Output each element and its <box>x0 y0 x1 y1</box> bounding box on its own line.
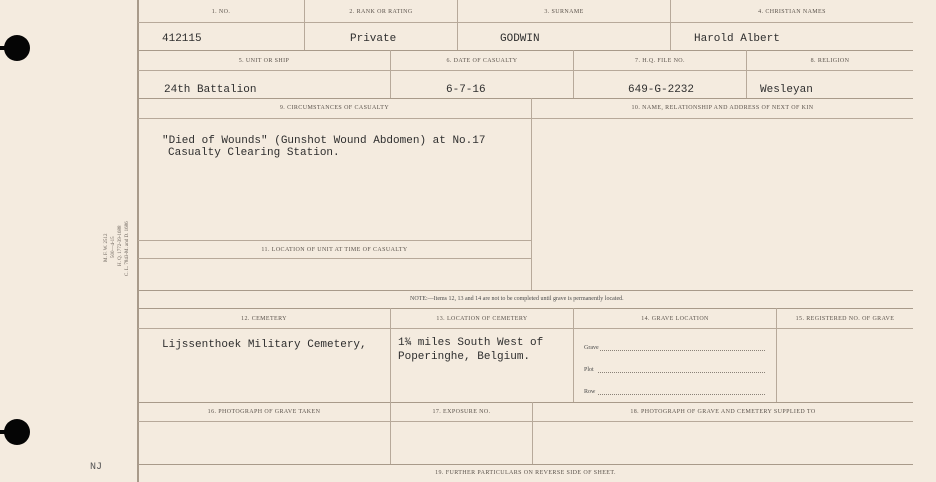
label-date: 6. DATE OF CASUALTY <box>446 58 518 64</box>
label-surname: 3. SURNAME <box>544 9 584 15</box>
row2-label-line <box>138 70 913 71</box>
row5-div-1 <box>390 308 391 402</box>
value-location-cemetery-line1: 1¾ miles South West of <box>398 337 544 349</box>
value-religion: Wesleyan <box>760 84 813 96</box>
row-field-line <box>598 394 765 395</box>
side-print-4: C. L. 7843-M. and D. 1686 <box>125 221 130 276</box>
plot-field-line <box>598 372 765 373</box>
note-top-line <box>138 290 913 291</box>
side-print-2: 500—4-15 <box>111 236 116 258</box>
row6-label-line <box>138 421 913 422</box>
value-surname: GODWIN <box>500 33 540 45</box>
label-exposure-no: 17. EXPOSURE NO. <box>432 409 491 415</box>
label-cemetery: 12. CEMETERY <box>241 316 287 322</box>
value-hq-file: 649-G-2232 <box>628 84 695 96</box>
footer-initials: NJ <box>90 462 103 473</box>
label-location-of-cemetery: 13. LOCATION OF CEMETERY <box>436 316 528 322</box>
row-field-label: Row <box>584 389 596 395</box>
label-location-of-unit: 11. LOCATION OF UNIT AT TIME OF CASUALTY <box>261 247 408 253</box>
label-next-of-kin: 10. NAME, RELATIONSHIP AND ADDRESS OF NEXT OF KIN <box>631 105 814 111</box>
row5-div-3 <box>776 308 777 402</box>
value-no: 412115 <box>162 33 202 45</box>
value-christian-names: Harold Albert <box>694 33 780 45</box>
label-photo-supplied: 18. PHOTOGRAPH OF GRAVE AND CEMETERY SUPPLIED TO <box>630 409 816 415</box>
row5-div-2 <box>573 308 574 402</box>
value-circumstances-line2: Casualty Clearing Station. <box>168 147 340 159</box>
punch-hole-top <box>4 35 30 61</box>
label-circumstances: 9. CIRCUMSTANCES OF CASUALTY <box>279 105 390 111</box>
row3-label-line <box>138 118 913 119</box>
row6-bottom-line <box>138 464 913 465</box>
row1-div-1 <box>304 0 305 50</box>
row1-div-2 <box>457 0 458 50</box>
label-no: 1. NO. <box>211 9 231 15</box>
value-unit: 24th Battalion <box>164 84 257 96</box>
grave-field-label: Grave <box>584 345 599 351</box>
note-bottom-line <box>138 308 913 309</box>
value-rank: Private <box>350 33 397 45</box>
row1-label-line <box>138 22 913 23</box>
value-circumstances-line1: "Died of Wounds" (Gunshot Wound Abdomen) at No.17 <box>162 135 486 147</box>
row1-div-3 <box>670 0 671 50</box>
value-date: 6-7-16 <box>446 84 486 96</box>
row5-bottom-line <box>138 402 913 403</box>
grave-field-line <box>600 350 765 351</box>
label-registered-no: 15. REGISTERED NO. OF GRAVE <box>795 316 895 322</box>
row2-bottom-line <box>138 98 913 99</box>
row3-div <box>531 98 532 290</box>
row5-label-line <box>138 328 913 329</box>
label-hq-file: 7. H.Q. FILE NO. <box>635 58 685 64</box>
row1-bottom-line <box>138 50 913 51</box>
side-print-3: H. Q. 1772-39-1688 <box>118 225 123 266</box>
label-photo-taken: 16. PHOTOGRAPH OF GRAVE TAKEN <box>207 409 321 415</box>
label-christian-names: 4. CHRISTIAN NAMES <box>758 9 826 15</box>
label-rank: 2. RANK OR RATING <box>349 9 413 15</box>
plot-field-label: Plot <box>584 367 594 373</box>
label-religion: 8. RELIGION <box>810 58 850 64</box>
side-print-1: M. F. W. 2512 <box>104 233 109 262</box>
value-location-cemetery-line2: Poperinghe, Belgium. <box>398 351 531 363</box>
row4-top-line <box>138 240 531 241</box>
value-cemetery: Lijssenthoek Military Cemetery, <box>162 339 367 351</box>
row4-label-line <box>138 258 531 259</box>
label-grave-location: 14. GRAVE LOCATION <box>641 316 709 322</box>
note-text: NOTE:—Items 12, 13 and 14 are not to be completed until grave is permanently located. <box>410 296 624 302</box>
label-unit: 5. UNIT OR SHIP <box>238 58 290 64</box>
punch-hole-bottom <box>4 419 30 445</box>
label-further-particulars: 19. FURTHER PARTICULARS ON REVERSE SIDE OF SHEET. <box>435 470 616 476</box>
